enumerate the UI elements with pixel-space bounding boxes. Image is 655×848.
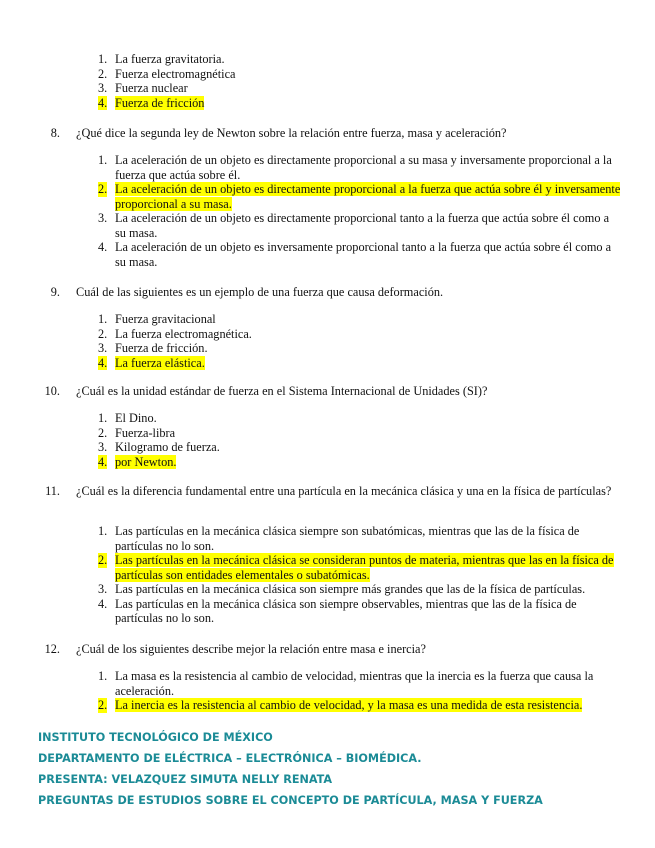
option-text: Kilogramo de fuerza. — [115, 440, 220, 454]
option-item: 2. La fuerza electromagnética. — [98, 326, 252, 341]
option-item: 3. La aceleración de un objeto es directamente proporcional tanto a la fuerza que actúa sobre él como a su masa. — [98, 211, 610, 240]
option-list-q7-continued — [98, 52, 623, 110]
option-item: 4. La aceleración de un objeto es inversamente proporcional tanto a la fuerza que actúa sobre él como a su masa. — [98, 240, 612, 269]
option-item: 2. Fuerza-libra — [98, 425, 176, 440]
option-text: Fuerza electromagnética — [115, 66, 236, 81]
option-item-highlighted: 2. La inercia es la resistencia al cambio de velocidad, y la masa es una medida de esta resistencia. — [98, 698, 583, 712]
option-item-highlighted: 2. La aceleración de un objeto es directamente proporcional a la fuerza que actúa sobre él y inversamente proporcional a su masa. — [98, 182, 621, 211]
question-text: ¿Cuál es la diferencia fundamental entre una partícula en la mecánica clásica y una en la física de partículas? — [76, 484, 612, 498]
question-number: 12. — [44, 642, 60, 656]
option-list-q12 — [98, 669, 623, 713]
option-item: 3. Fuerza de fricción. — [98, 341, 208, 355]
question-9 — [50, 285, 622, 299]
option-text: La fuerza elástica. — [115, 355, 205, 370]
question-number: 9. — [50, 285, 60, 299]
question-10 — [44, 384, 622, 398]
option-text: Fuerza de fricción — [115, 95, 205, 110]
option-item-highlighted: 4. por Newton. — [98, 454, 177, 469]
option-text: Fuerza gravitacional — [115, 312, 216, 326]
option-text: Las partículas en la mecánica clásica se consideran puntos de materia, mientras que las en la física de partículas son entidades elementales o subatómicas. — [115, 553, 614, 582]
option-item: 3. Kilogramo de fuerza. — [98, 440, 220, 454]
footer-presenter: PRESENTA: VELAZQUEZ SIMUTA NELLY RENATA — [38, 773, 333, 786]
option-list-q8 — [98, 153, 623, 269]
option-list-q9 — [98, 312, 623, 370]
option-item: 1. El Dino. — [98, 411, 157, 425]
option-item: 1. Las partículas en la mecánica clásica siempre son subatómicas, mientras que las de la física de partículas no lo son. — [98, 524, 580, 553]
option-list-q10 — [98, 411, 623, 469]
option-item: 2. Fuerza electromagnética — [98, 66, 236, 81]
option-text: Las partículas en la mecánica clásica son siempre más grandes que las de la física de partículas. — [115, 582, 586, 596]
option-item-highlighted: 2. Las partículas en la mecánica clásica se consideran puntos de materia, mientras que las en la física de partículas son entidades elementales o subatómicas. — [98, 553, 614, 582]
question-8 — [50, 126, 622, 140]
option-text: La aceleración de un objeto es directamente proporcional a la fuerza que actúa sobre él y inversamente proporcional a su masa. — [115, 182, 621, 211]
option-text: La masa es la resistencia al cambio de velocidad, mientras que la inercia es la fuerza que causa la aceleración. — [115, 669, 594, 698]
option-item: 1. La fuerza gravitatoria. — [98, 52, 225, 66]
option-text: La aceleración de un objeto es directamente proporcional a su masa y inversamente proporcional a la fuerza que actúa sobre él. — [115, 153, 612, 182]
option-list-q11 — [98, 524, 623, 626]
option-text: La inercia es la resistencia al cambio de velocidad, y la masa es una medida de esta resistencia. — [115, 698, 583, 712]
option-text: El Dino. — [115, 411, 157, 425]
question-number: 10. — [44, 384, 60, 398]
option-item: 3. Fuerza nuclear — [98, 81, 188, 95]
footer-institution: INSTITUTO TECNOLÓGICO DE MÉXICO — [38, 731, 273, 744]
option-item: 3. Las partículas en la mecánica clásica son siempre más grandes que las de la física de partículas. — [98, 582, 586, 596]
question-12 — [44, 642, 622, 656]
question-11 — [45, 484, 622, 498]
question-text: Cuál de las siguientes es un ejemplo de una fuerza que causa deformación. — [76, 285, 444, 299]
question-text: ¿Qué dice la segunda ley de Newton sobre la relación entre fuerza, masa y aceleración? — [76, 126, 507, 140]
footer-topic: PREGUNTAS DE ESTUDIOS SOBRE EL CONCEPTO DE PARTÍCULA, MASA Y FUERZA — [38, 794, 543, 807]
option-text: Fuerza-libra — [115, 425, 176, 440]
option-item-highlighted: 4. La fuerza elástica. — [98, 355, 205, 370]
option-text: Fuerza de fricción. — [115, 341, 208, 355]
option-text: La aceleración de un objeto es directamente proporcional tanto a la fuerza que actúa sobre él como a su masa. — [115, 211, 610, 240]
question-number: 11. — [45, 484, 60, 498]
option-item: 1. La masa es la resistencia al cambio de velocidad, mientras que la inercia es la fuerza que causa la aceleración. — [98, 669, 594, 698]
question-number: 8. — [50, 126, 60, 140]
option-item-highlighted: 4. Fuerza de fricción — [98, 95, 205, 110]
question-text: ¿Cuál de los siguientes describe mejor la relación entre masa e inercia? — [76, 642, 426, 656]
option-text: La aceleración de un objeto es inversamente proporcional tanto a la fuerza que actúa sobre él como a su masa. — [115, 240, 612, 269]
option-text: Fuerza nuclear — [115, 81, 188, 95]
option-item: 4. Las partículas en la mecánica clásica son siempre observables, mientras que las de la física de partículas no lo son. — [98, 596, 577, 625]
option-text: Las partículas en la mecánica clásica son siempre observables, mientras que las de la física de partículas no lo son. — [115, 596, 577, 625]
option-text: La fuerza electromagnética. — [115, 326, 252, 341]
option-item: 1. La aceleración de un objeto es directamente proporcional a su masa y inversamente proporcional a la fuerza que actúa sobre él. — [98, 153, 612, 182]
option-text: Las partículas en la mecánica clásica siempre son subatómicas, mientras que las de la física de partículas no lo son. — [115, 524, 580, 553]
option-text: por Newton. — [115, 454, 177, 469]
option-text: La fuerza gravitatoria. — [115, 52, 225, 66]
footer-department: DEPARTAMENTO DE ELÉCTRICA – ELECTRÓNICA – BIOMÉDICA. — [38, 752, 422, 765]
question-text: ¿Cuál es la unidad estándar de fuerza en el Sistema Internacional de Unidades (SI)? — [76, 384, 488, 398]
option-item: 1. Fuerza gravitacional — [98, 312, 216, 326]
